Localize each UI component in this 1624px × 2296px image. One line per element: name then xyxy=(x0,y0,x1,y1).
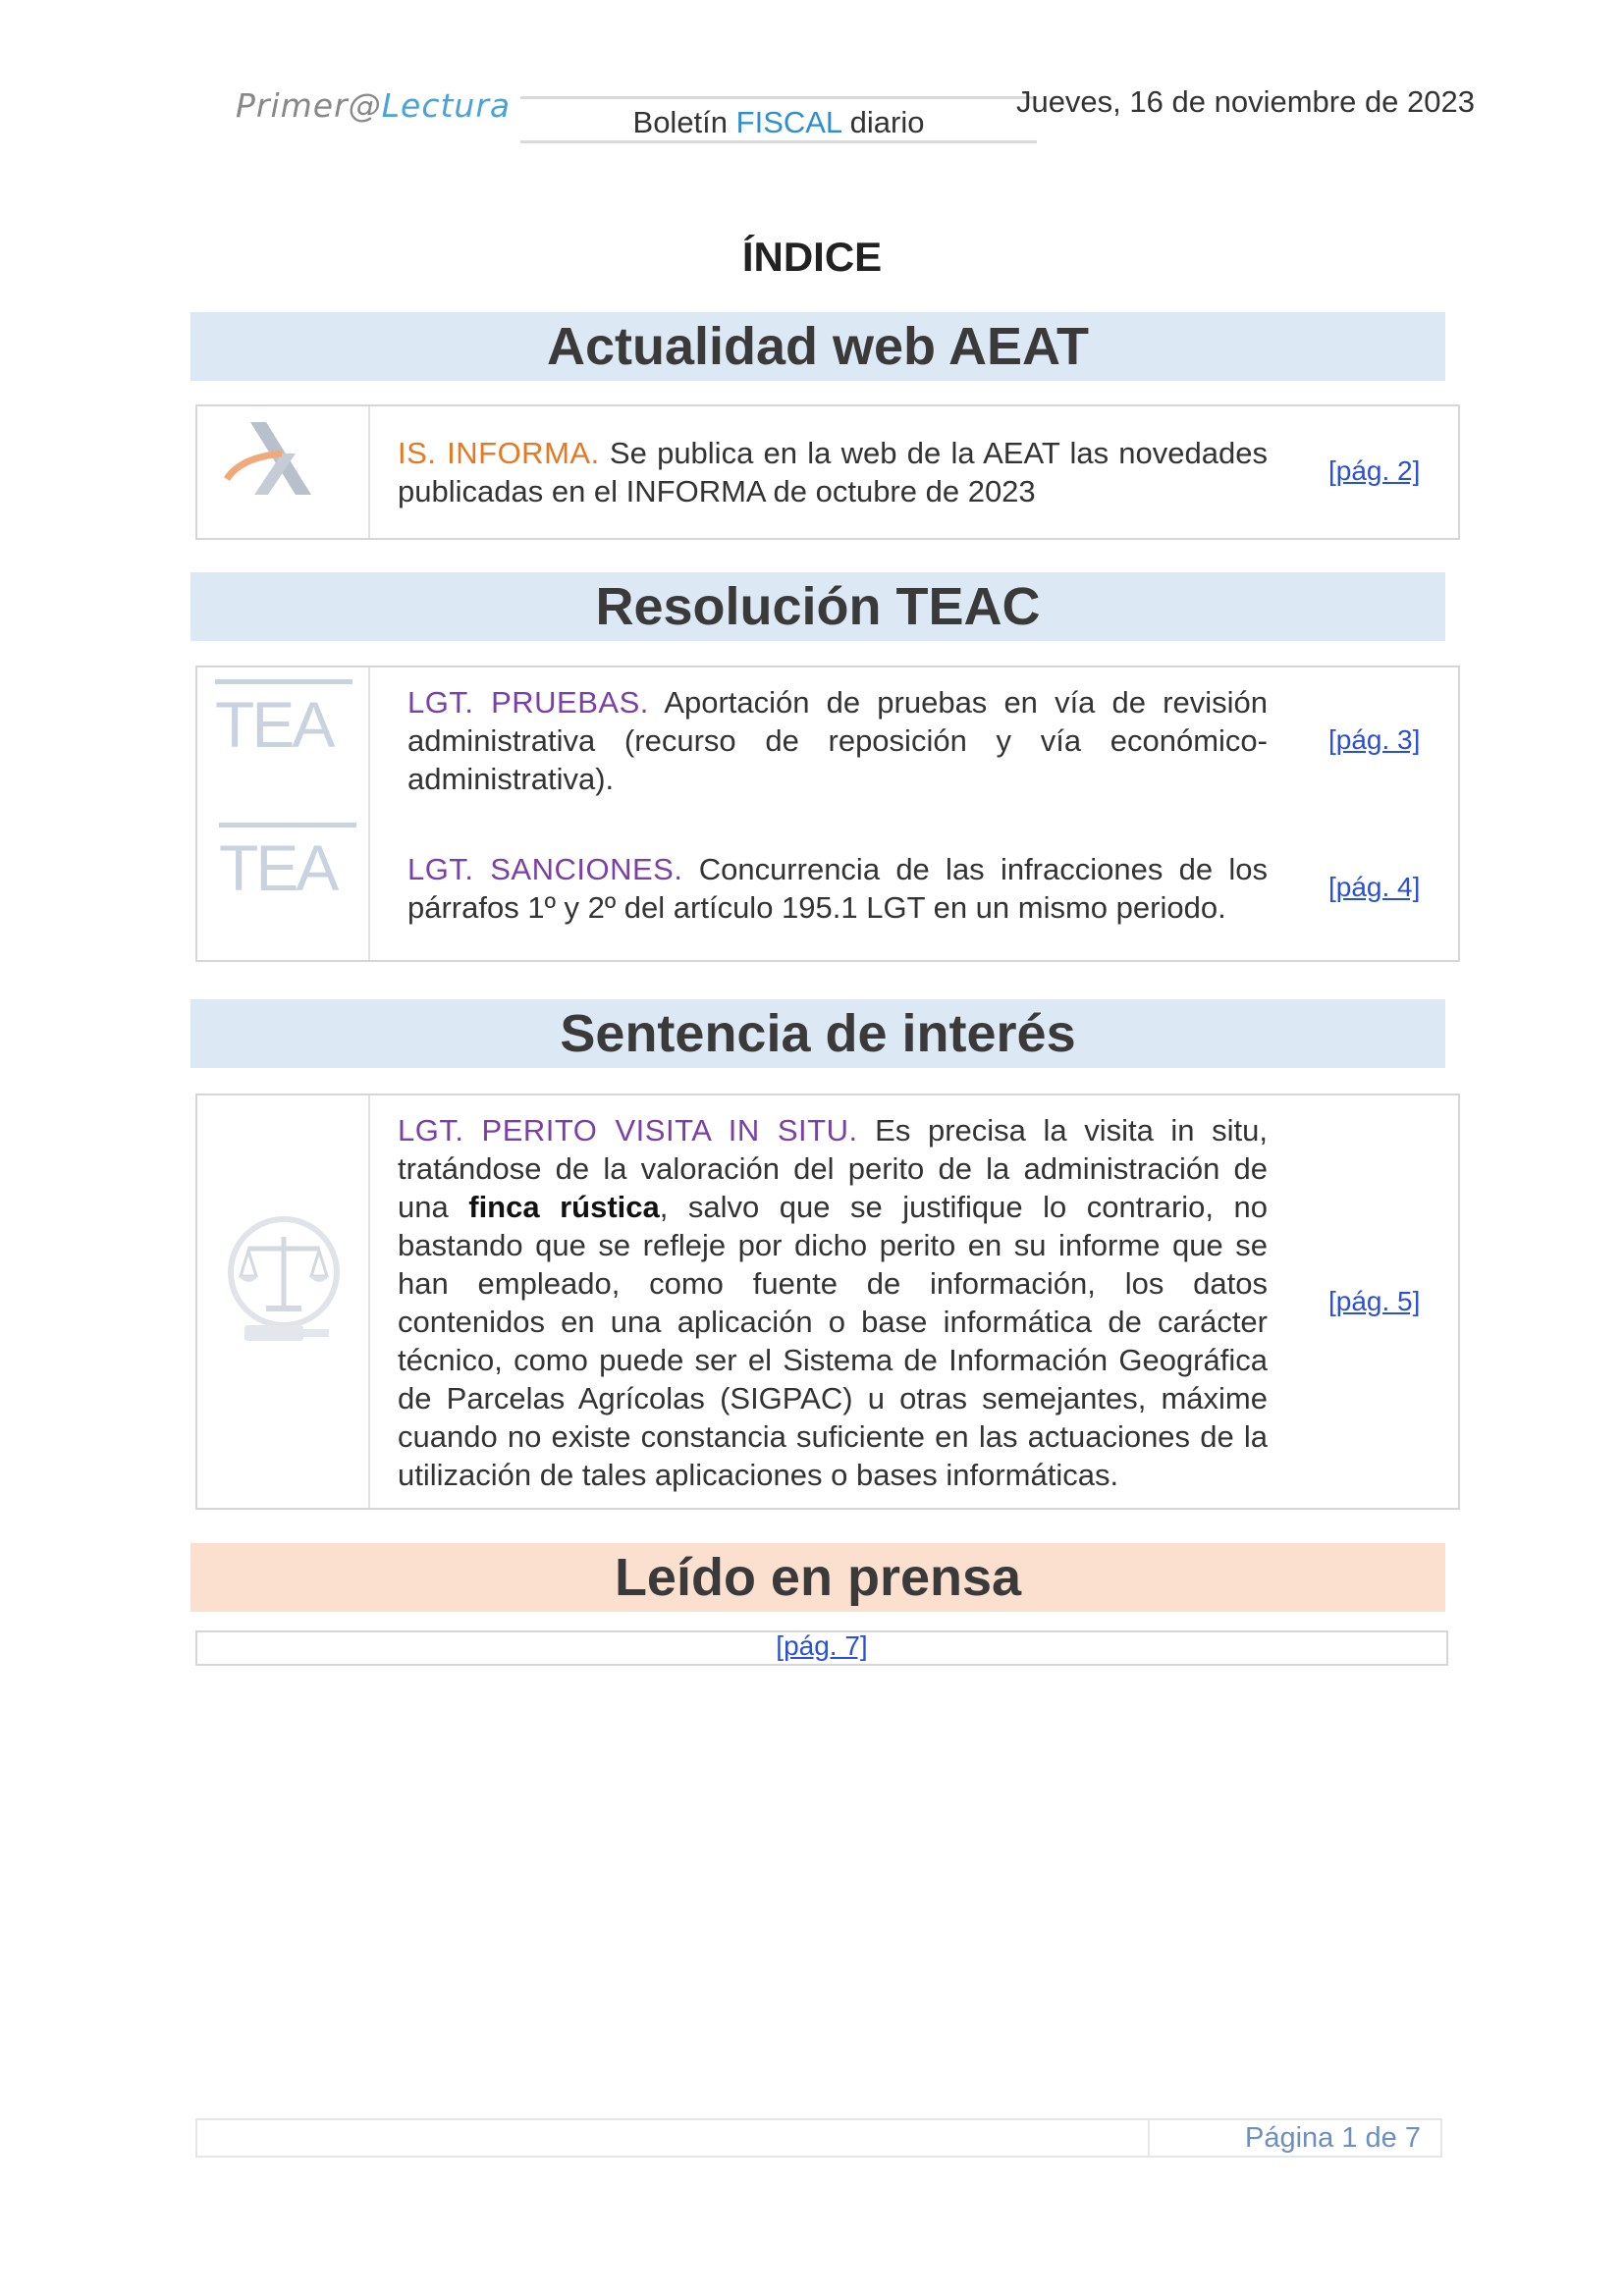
teac-entry-2-body: Concurrencia de las infracciones de los párrafos 1º y 2º del artículo 195.1 LGT en un mismo periodo. xyxy=(407,852,1268,925)
teac-entry-2-text xyxy=(407,850,1268,927)
section-title-sentencia: Sentencia de interés xyxy=(190,999,1445,1068)
teac-entry-1-text xyxy=(407,683,1268,798)
sentencia-entry-tag: LGT. PERITO VISITA IN SITU. xyxy=(398,1113,858,1148)
logo-lectura: Lectura xyxy=(381,86,512,125)
teac-entry-box xyxy=(195,666,1460,962)
aeat-entry-text xyxy=(398,434,1268,510)
aeat-entry-box xyxy=(195,404,1460,540)
aeat-entry-tag: IS. INFORMA. xyxy=(398,436,600,470)
bulletin-prefix: Boletín xyxy=(632,105,736,139)
page-footer xyxy=(195,2118,1442,2158)
tea-logo-text: TEA xyxy=(219,831,337,904)
tea-logo-icon xyxy=(219,823,366,903)
sentencia-entry-box xyxy=(195,1094,1460,1510)
header-date: Jueves, 16 de noviembre de 2023 xyxy=(1015,84,1475,119)
sentencia-entry-body-a: Es precisa la visita in situ, tratándose de la valoración del perito de la administración de una xyxy=(398,1113,1268,1224)
section-title-teac: Resolución TEAC xyxy=(190,572,1445,641)
section-title-prensa: Leído en prensa xyxy=(190,1543,1445,1612)
column-divider xyxy=(368,667,370,960)
scales-of-justice-icon xyxy=(227,1215,341,1347)
tea-logo-text: TEA xyxy=(215,688,333,761)
index-title: ÍNDICE xyxy=(741,234,883,280)
aeat-logo-icon xyxy=(217,414,319,503)
sentencia-entry-text xyxy=(398,1111,1268,1494)
brand-logo xyxy=(236,86,511,125)
sentencia-page-link[interactable]: [pág. 5] xyxy=(1328,1286,1421,1316)
logo-primer: Primer@ xyxy=(236,86,382,125)
teac-entry-2-page-link[interactable]: [pág. 4] xyxy=(1328,872,1421,902)
bulletin-accent: FISCAL xyxy=(735,105,842,139)
aeat-entry-body: Se publica en la web de la AEAT las novedades publicadas en el INFORMA de octubre de 2023 xyxy=(398,436,1268,508)
teac-entry-1-tag: LGT. PRUEBAS. xyxy=(407,685,649,720)
tea-logo-bar xyxy=(219,823,356,828)
tea-logo-icon xyxy=(215,679,362,760)
footer-divider xyxy=(1148,2120,1150,2156)
prensa-page-link[interactable]: [pág. 7] xyxy=(776,1630,868,1661)
section-title-aeat: Actualidad web AEAT xyxy=(190,312,1445,381)
column-divider xyxy=(368,406,370,538)
teac-entry-1-page-link[interactable]: [pág. 3] xyxy=(1328,724,1421,755)
teac-entry-1-body: Aportación de pruebas en vía de revisión administrativa (recurso de reposición y vía económico-administrativa). xyxy=(407,685,1268,796)
column-divider xyxy=(368,1095,370,1508)
page-number: Página 1 de 7 xyxy=(1245,2122,1421,2154)
sentencia-entry-bold: finca rústica xyxy=(468,1190,660,1224)
bulletin-title xyxy=(520,96,1037,143)
bulletin-suffix: diario xyxy=(841,105,925,139)
aeat-page-link[interactable]: [pág. 2] xyxy=(1328,455,1421,486)
teac-entry-2-tag: LGT. SANCIONES. xyxy=(407,852,683,886)
prensa-link-box xyxy=(195,1630,1448,1666)
sentencia-entry-body-b: , salvo que se justifique lo contrario, no bastando que se refleje por dicho perito en su informe que se han empleado, como fuente de información, los datos contenidos en una aplicación o base informática de carácter técnico, como puede ser el Sistema de Información Geográfica de Parcelas Agrícolas (SIGPAC) u otras semejantes, máxime cuando no existe constancia suficiente en las actuaciones de la utilización de tales aplicaciones o bases informáticas. xyxy=(398,1190,1269,1492)
tea-logo-bar xyxy=(215,679,352,684)
